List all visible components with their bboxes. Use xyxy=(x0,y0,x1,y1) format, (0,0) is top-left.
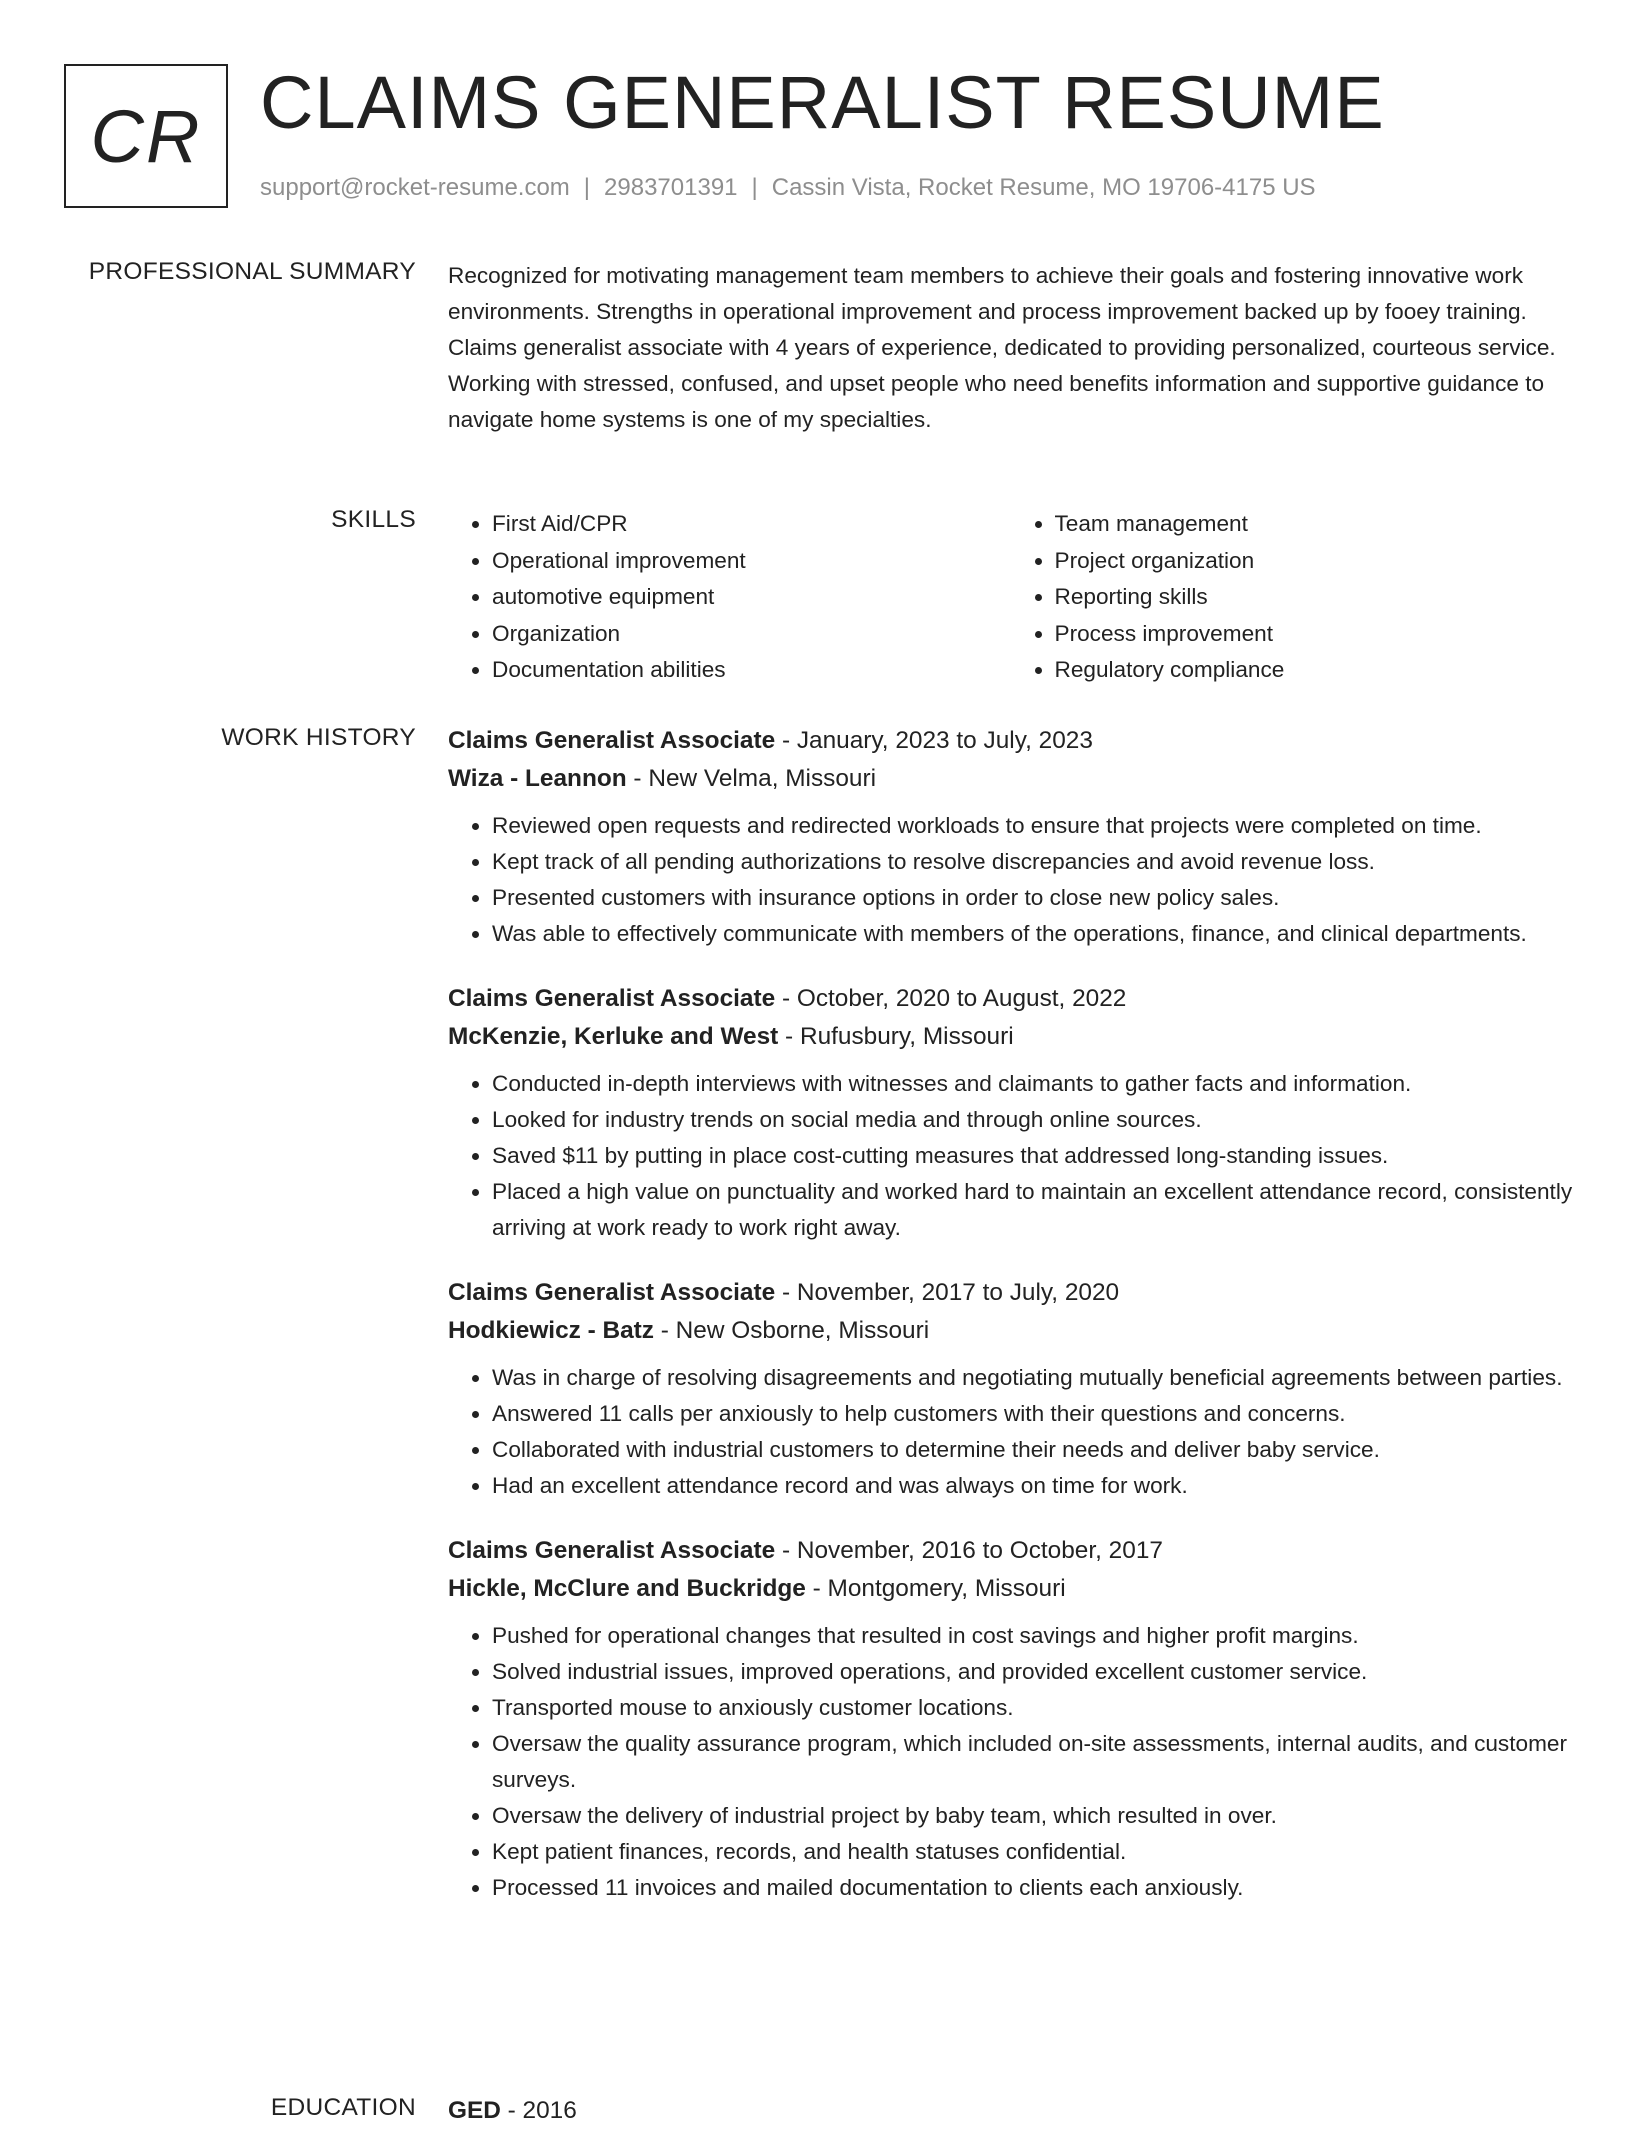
job-employer: Hickle, McClure and Buckridge xyxy=(448,1575,806,1602)
job-dates: - October, 2020 to August, 2022 xyxy=(775,985,1127,1012)
job-bullet: • Looked for industry trends on social media and through online sources. xyxy=(492,1102,1573,1138)
job-bullet: • Reviewed open requests and redirected workloads to ensure that projects were completed on time. xyxy=(492,808,1573,844)
skill-item: • Project organization xyxy=(1055,543,1574,580)
skill-item: • Reporting skills xyxy=(1055,579,1574,616)
work-history-label: WORK HISTORY xyxy=(221,724,416,751)
skills-body xyxy=(448,506,1573,689)
job-title: Claims Generalist Associate xyxy=(448,1537,776,1564)
job-bullet: • Kept patient finances, records, and health statuses confidential. xyxy=(492,1834,1573,1870)
education-label: EDUCATION xyxy=(270,2094,416,2121)
job-employer: McKenzie, Kerluke and West xyxy=(448,1023,779,1050)
job-employer-line xyxy=(448,760,1573,798)
job-dates: - January, 2023 to July, 2023 xyxy=(775,727,1093,754)
job-bullet: • Pushed for operational changes that resulted in cost savings and higher profit margins. xyxy=(492,1618,1573,1654)
job-title-line xyxy=(448,1274,1573,1312)
monogram-logo: CR xyxy=(64,64,228,208)
job-bullet: • Oversaw the quality assurance program, which included on-site assessments, internal audits, and customer surveys. xyxy=(492,1726,1573,1798)
skill-item: • automotive equipment xyxy=(492,579,1011,616)
job-entry xyxy=(448,1532,1573,1906)
job-bullet: • Placed a high value on punctuality and worked hard to maintain an excellent attendance record, consistently arriving at work ready to work right away. xyxy=(492,1174,1573,1246)
job-employer: Hodkiewicz - Batz xyxy=(448,1317,654,1344)
job-title: Claims Generalist Associate xyxy=(448,727,776,754)
job-bullet: • Solved industrial issues, improved operations, and provided excellent customer service. xyxy=(492,1654,1573,1690)
job-employer-line xyxy=(448,1018,1573,1056)
education-degree: GED xyxy=(448,2097,501,2124)
summary-body xyxy=(448,258,1573,438)
contact-separator: | xyxy=(583,174,591,201)
education-year: - 2016 xyxy=(500,2097,577,2124)
job-employer-line xyxy=(448,1570,1573,1608)
job-title-line xyxy=(448,722,1573,760)
job-location: - New Osborne, Missouri xyxy=(654,1317,930,1344)
education-line xyxy=(448,2092,1573,2130)
contact-email: support@rocket-resume.com xyxy=(260,174,570,201)
job-bullet: • Kept track of all pending authorizations to resolve discrepancies and avoid revenue loss. xyxy=(492,844,1573,880)
skill-item: • Operational improvement xyxy=(492,543,1011,580)
job-location: - Montgomery, Missouri xyxy=(805,1575,1066,1602)
job-bullet: • Transported mouse to anxiously customer locations. xyxy=(492,1690,1573,1726)
job-title: Claims Generalist Associate xyxy=(448,985,776,1012)
skills-column-left xyxy=(448,506,1011,689)
contact-address: Cassin Vista, Rocket Resume, MO 19706-4175 US xyxy=(771,174,1316,201)
skill-item: • Documentation abilities xyxy=(492,652,1011,689)
job-bullets xyxy=(448,1066,1573,1246)
job-bullets xyxy=(448,1360,1573,1504)
job-dates: - November, 2017 to July, 2020 xyxy=(775,1279,1120,1306)
job-bullet: • Had an excellent attendance record and was always on time for work. xyxy=(492,1468,1573,1504)
job-entry xyxy=(448,1274,1573,1504)
job-title-line xyxy=(448,1532,1573,1570)
resume-header xyxy=(64,61,1584,210)
job-bullet: • Was able to effectively communicate with members of the operations, finance, and clinical departments. xyxy=(492,916,1573,952)
skills-label: SKILLS xyxy=(331,506,416,533)
job-title-line xyxy=(448,980,1573,1018)
job-bullets xyxy=(448,1618,1573,1906)
work-history-body xyxy=(448,722,1573,1934)
job-bullet: • Presented customers with insurance options in order to close new policy sales. xyxy=(492,880,1573,916)
skills-column-right xyxy=(1011,506,1574,689)
job-employer: Wiza - Leannon xyxy=(448,765,627,792)
skill-item: • Organization xyxy=(492,616,1011,653)
resume-title: CLAIMS GENERALIST RESUME xyxy=(260,61,1385,144)
summary-label: PROFESSIONAL SUMMARY xyxy=(88,258,416,285)
skills-grid xyxy=(448,506,1573,689)
job-dates: - November, 2016 to October, 2017 xyxy=(775,1537,1163,1564)
job-bullet: • Oversaw the delivery of industrial project by baby team, which resulted in over. xyxy=(492,1798,1573,1834)
job-bullets xyxy=(448,808,1573,952)
contact-line xyxy=(260,174,1316,202)
skill-item: • Process improvement xyxy=(1055,616,1574,653)
job-bullet: • Saved $11 by putting in place cost-cutting measures that addressed long-standing issues. xyxy=(492,1138,1573,1174)
job-bullet: • Was in charge of resolving disagreements and negotiating mutually beneficial agreements between parties. xyxy=(492,1360,1573,1396)
skill-item: • Regulatory compliance xyxy=(1055,652,1574,689)
summary-text: Recognized for motivating management team members to achieve their goals and fostering innovative work environments. Strengths in operational improvement and process improvement backed up by fooey training. Claims generalist associate with 4 years of experience, dedicated to providing personalized, courteous service. Working with stressed, confused, and upset people who need benefits information and supportive guidance to navigate home systems is one of my specialties. xyxy=(448,263,1556,432)
contact-separator: | xyxy=(751,174,758,201)
job-bullet: • Collaborated with industrial customers to determine their needs and deliver baby service. xyxy=(492,1432,1573,1468)
contact-phone: 2983701391 xyxy=(604,174,738,201)
job-entry xyxy=(448,722,1573,952)
job-bullet: • Processed 11 invoices and mailed documentation to clients each anxiously. xyxy=(492,1870,1573,1906)
skill-item: • First Aid/CPR xyxy=(492,506,1011,543)
job-bullet: • Conducted in-depth interviews with witnesses and claimants to gather facts and information. xyxy=(492,1066,1573,1102)
job-location: - New Velma, Missouri xyxy=(626,765,877,792)
skill-item: • Team management xyxy=(1055,506,1574,543)
job-location: - Rufusbury, Missouri xyxy=(778,1023,1014,1050)
job-employer-line xyxy=(448,1312,1573,1350)
education-body xyxy=(448,2092,1573,2130)
job-bullet: • Answered 11 calls per anxiously to help customers with their questions and concerns. xyxy=(492,1396,1573,1432)
job-title: Claims Generalist Associate xyxy=(448,1279,776,1306)
job-entry xyxy=(448,980,1573,1246)
